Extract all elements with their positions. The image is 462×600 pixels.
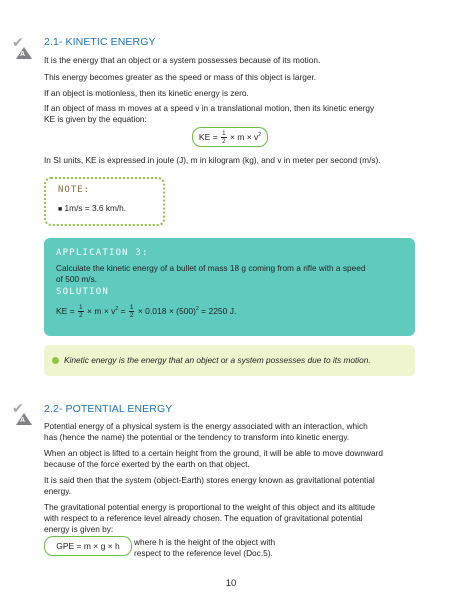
- kinetic-para-1: It is the energy that an object or a system possesses because of its motion.: [44, 55, 321, 65]
- eq-numerator: 1: [221, 130, 226, 138]
- solution-den-2: 2: [129, 312, 134, 320]
- bullet-dot-icon: [52, 357, 59, 364]
- eq-lhs: KE =: [198, 132, 218, 142]
- potential-para-2b: because of the force exerted by the earth on that object.: [44, 459, 250, 469]
- section-title-kinetic: 2.1- KINETIC ENERGY: [44, 36, 156, 48]
- solution-fraction-2: [129, 304, 135, 319]
- section-badge-potential: [12, 402, 32, 426]
- potential-para-1a: Potential energy of a physical system is the energy associated with an interaction, which: [44, 421, 368, 431]
- kinetic-para-4b: KE is given by the equation:: [44, 114, 147, 124]
- application-question-2: of 500 m/s.: [56, 274, 98, 284]
- note-title: NOTE:: [58, 185, 91, 195]
- solution-mid: × m × v: [87, 306, 116, 316]
- kinetic-para-5: In SI units, KE is expressed in joule (J), m in kilogram (kg), and v in meter per second (m/s).: [44, 155, 381, 165]
- solution-equation: [56, 302, 236, 320]
- key-point-box: [44, 345, 415, 376]
- kinetic-para-3: If an object is motionless, then its kinetic energy is zero.: [44, 88, 249, 98]
- potential-para-4c: energy is given by:: [44, 524, 114, 534]
- key-point-text: Kinetic energy is the energy that an object or a system possesses due to its motion.: [64, 355, 371, 365]
- eq-rhs: × m × v: [229, 132, 259, 142]
- gpe-description-2: respect to the reference level (Doc.5).: [134, 548, 273, 558]
- eq-fraction: [221, 130, 227, 145]
- solution-exp-2: 2: [196, 306, 199, 313]
- solution-ke: KE =: [56, 306, 75, 316]
- application-title: APPLICATION 3:: [56, 248, 149, 258]
- checkmark-icon: ✔: [12, 35, 24, 51]
- potential-para-4b: with respect to a reference level already chosen. The equation of gravitational potential: [44, 513, 363, 523]
- solution-exp-1: 2: [115, 306, 119, 313]
- badge-letter: A: [20, 417, 26, 424]
- badge-letter: A: [20, 51, 26, 58]
- note-line: [58, 203, 126, 215]
- potential-para-1b: has (hence the name) the potential or the tendency to transform into kinetic energy.: [44, 432, 350, 442]
- gpe-description-1: where h is the height of the object with: [134, 537, 276, 547]
- solution-tail: × 0.018 × (500): [137, 306, 196, 316]
- page-number: 10: [225, 578, 237, 589]
- potential-para-3a: It is said then that the system (object-Earth) stores energy known as gravitational potential: [44, 475, 375, 485]
- note-text: 1m/s = 3.6 km/h.: [64, 203, 127, 213]
- solution-den-1: 2: [79, 312, 83, 320]
- solution-result: = 2250 J.: [198, 306, 237, 316]
- solution-fraction-1: [78, 304, 84, 319]
- application-box: [44, 238, 415, 336]
- potential-para-3b: energy.: [44, 486, 72, 496]
- kinetic-para-4a: If an object of mass m moves at a speed v in a translational motion, then its kinetic energy: [44, 103, 375, 113]
- application-question-1: Calculate the kinetic energy of a bullet of mass 18 g coming from a rifle with a speed: [56, 263, 366, 273]
- section-title-potential: 2.2- POTENTIAL ENERGY: [44, 403, 173, 415]
- eq-exponent: 2: [258, 132, 262, 139]
- kinetic-para-2: This energy becomes greater as the speed or mass of this object is larger.: [44, 72, 317, 82]
- solution-num-1: 1: [79, 304, 83, 312]
- checkmark-icon: ✔: [12, 401, 24, 417]
- eq-denominator: 2: [221, 138, 226, 146]
- note-bullet: ■: [58, 206, 63, 213]
- solution-equals: =: [118, 306, 128, 316]
- potential-para-2a: When an object is lifted to a certain height from the ground, it will be able to move downward: [44, 448, 383, 458]
- section-badge-kinetic: [12, 36, 32, 60]
- solution-num-2: 1: [129, 304, 134, 312]
- note-box: [44, 177, 165, 226]
- solution-label: SOLUTION: [56, 287, 109, 297]
- gpe-equation: GPE = m × g × h: [44, 536, 132, 556]
- potential-para-4a: The gravitational potential energy is proportional to the weight of this object and its altitude: [44, 502, 376, 512]
- kinetic-energy-equation: [192, 127, 268, 147]
